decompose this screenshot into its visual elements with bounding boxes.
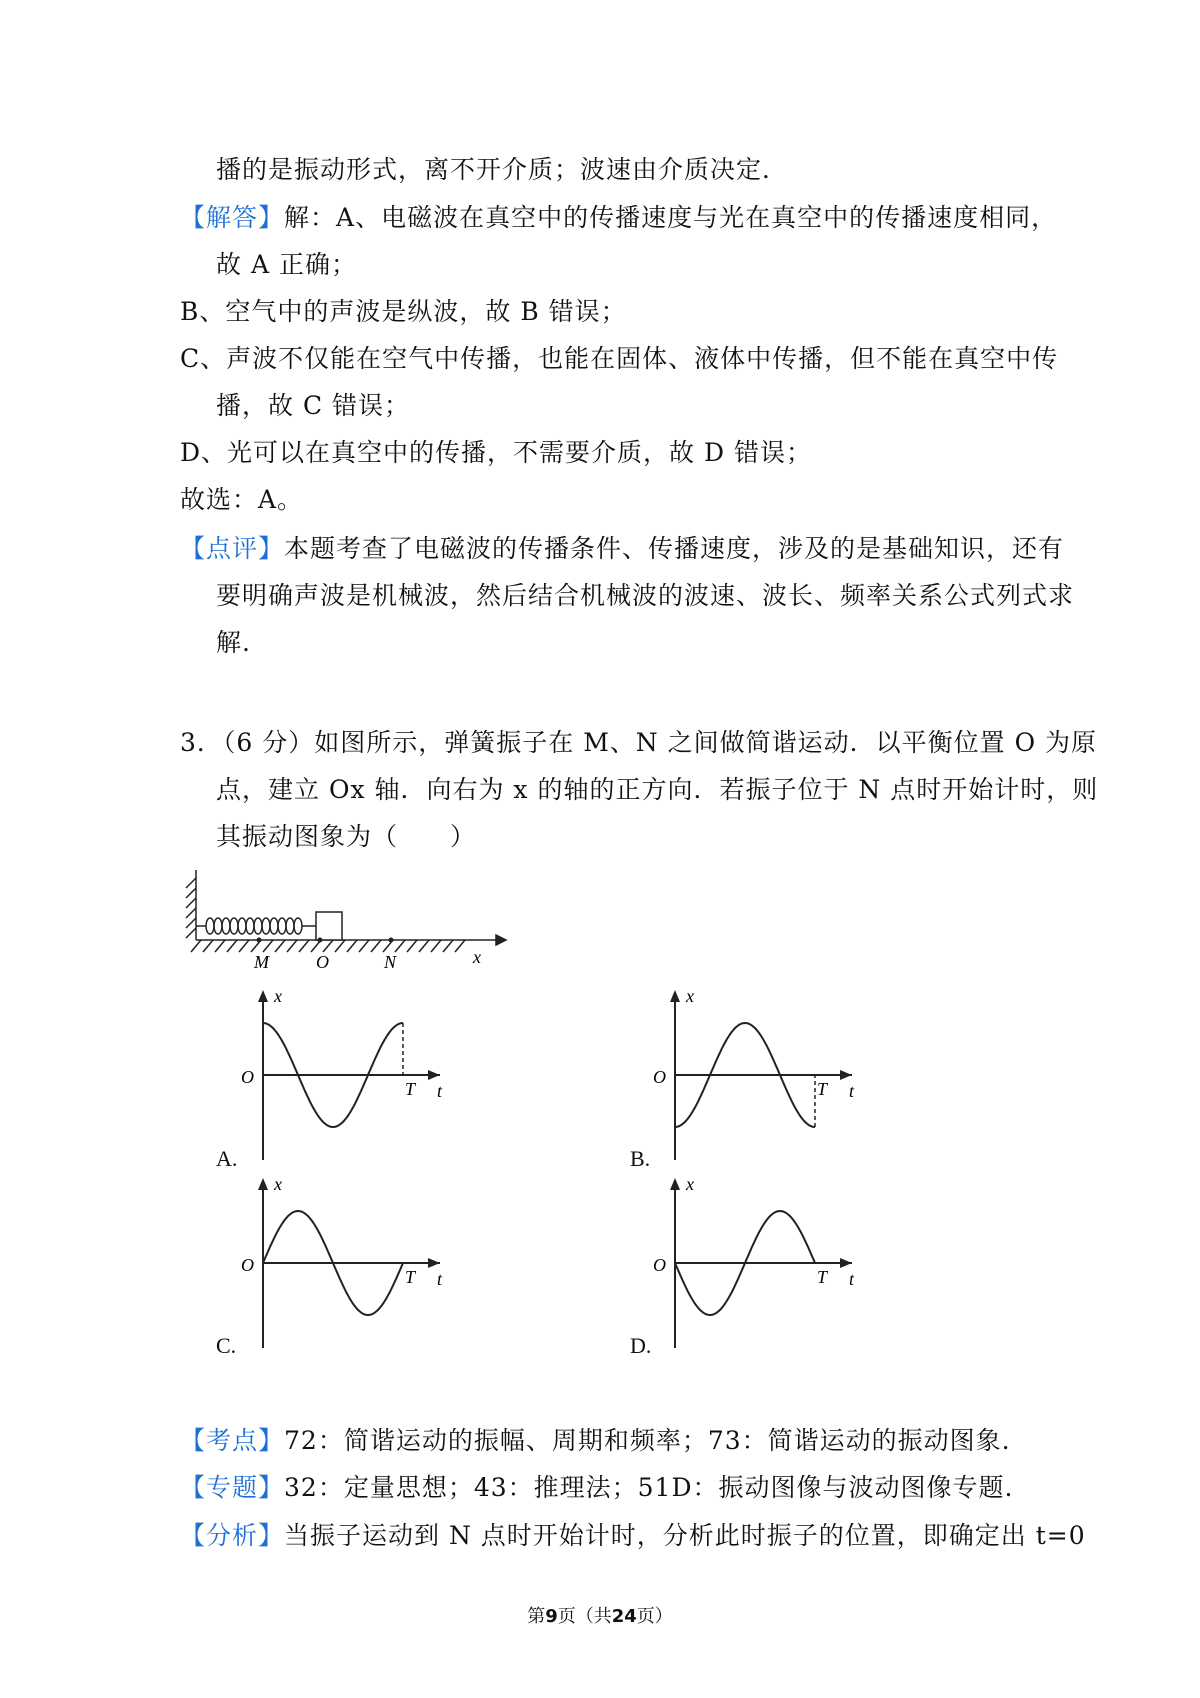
page-total: 24 — [611, 1606, 637, 1627]
t-axis-arrow — [428, 1258, 440, 1268]
answer-c-2: 播，故 C 错误； — [216, 391, 411, 420]
question3-line-3: 其振动图象为（ ） — [216, 822, 477, 851]
option-c-label[interactable]: C. — [216, 1333, 237, 1358]
answer-d: D、光可以在真空中的传播，不需要介质，故 D 错误； — [180, 438, 812, 467]
x-axis-arrow — [670, 990, 680, 1002]
label-x: x — [473, 947, 481, 967]
answer-line-2: 故 A 正确； — [216, 250, 357, 279]
origin-label: O — [653, 1255, 666, 1275]
period-label: T — [817, 1079, 828, 1099]
x-axis-arrow — [258, 1178, 268, 1190]
answer-b: B、空气中的声波是纵波，故 B 错误； — [180, 297, 627, 326]
oscillator-block — [316, 912, 342, 940]
period-label: T — [405, 1079, 416, 1099]
comment-line-2: 要明确声波是机械波，然后结合机械波的波速、波长、频率关系公式列式求 — [216, 581, 1075, 610]
answer-tag: 【解答】 — [180, 203, 285, 232]
zhuanti-text: 32：定量思想；43：推理法；51D：振动图像与波动图像专题. — [284, 1473, 1014, 1502]
page-number: 9 — [545, 1606, 558, 1627]
option-b-label[interactable]: B. — [630, 1146, 651, 1171]
option-b-graph[interactable] — [653, 986, 907, 1165]
kaodian-line — [180, 1424, 1011, 1458]
fenxi-tag: 【分析】 — [180, 1521, 285, 1550]
axis-t-label: t — [849, 1269, 855, 1289]
t-axis-arrow — [428, 1070, 440, 1080]
fenxi-line — [180, 1519, 1086, 1553]
period-label: T — [817, 1267, 828, 1287]
label-m: M — [254, 952, 269, 972]
paragraph-continuation: 播的是振动形式，离不开介质；波速由介质决定． — [216, 155, 789, 184]
axis-x-label: x — [274, 1174, 282, 1194]
t-axis-arrow — [840, 1070, 852, 1080]
kaodian-tag: 【考点】 — [180, 1426, 285, 1455]
axis-t-label: t — [437, 1269, 443, 1289]
axis-x-label: x — [274, 986, 282, 1006]
answer-choice: 故选：A。 — [180, 485, 304, 514]
zhuanti-line — [180, 1471, 1013, 1505]
comment-tag: 【点评】 — [180, 534, 285, 563]
floor-hatch — [191, 940, 465, 952]
option-a-graph[interactable] — [241, 986, 495, 1165]
option-d-label[interactable]: D. — [630, 1333, 652, 1358]
zhuanti-tag: 【专题】 — [180, 1473, 285, 1502]
comment-text-1: 本题考查了电磁波的传播条件、传播速度，涉及的是基础知识，还有 — [284, 534, 1065, 563]
axis-x-label: x — [686, 986, 694, 1006]
x-axis-arrow — [258, 990, 268, 1002]
question3-line-2: 点，建立 Ox 轴．向右为 x 的轴的正方向．若振子位于 N 点时开始计时，则 — [216, 775, 1099, 804]
fenxi-text: 当振子运动到 N 点时开始计时，分析此时振子的位置，即确定出 t=0 — [284, 1521, 1086, 1550]
answer-line-1 — [180, 201, 1057, 235]
origin-label: O — [241, 1255, 254, 1275]
spring-coil — [196, 918, 316, 934]
comment-line-3: 解. — [216, 628, 251, 657]
label-n: N — [384, 952, 397, 972]
comment-line-1 — [180, 532, 1064, 566]
spring-figure — [176, 868, 516, 978]
x-axis-arrow — [670, 1178, 680, 1190]
kaodian-text: 72：简谐运动的振幅、周期和频率；73：简谐运动的振动图象. — [284, 1426, 1011, 1455]
axis-t-label: t — [849, 1081, 855, 1101]
question3-line-1: 3．（6 分）如图所示，弹簧振子在 M、N 之间做简谐运动．以平衡位置 O 为原 — [180, 728, 1098, 757]
page-footer: 第9页（共24页） — [527, 1606, 673, 1627]
origin-label: O — [241, 1067, 254, 1087]
label-o: O — [316, 952, 329, 972]
period-label: T — [405, 1267, 416, 1287]
option-a-label[interactable]: A. — [216, 1146, 238, 1171]
wall-hatch — [186, 878, 196, 938]
option-c-graph[interactable] — [241, 1174, 495, 1353]
answer-text-1: 解：A、电磁波在真空中的传播速度与光在真空中的传播速度相同， — [284, 203, 1058, 232]
option-d-graph[interactable] — [653, 1174, 907, 1353]
origin-label: O — [653, 1067, 666, 1087]
t-axis-arrow — [840, 1258, 852, 1268]
axis-x-label: x — [686, 1174, 694, 1194]
answer-c-1: C、声波不仅能在空气中传播，也能在固体、液体中传播，但不能在真空中传 — [180, 344, 1059, 373]
axis-t-label: t — [437, 1081, 443, 1101]
